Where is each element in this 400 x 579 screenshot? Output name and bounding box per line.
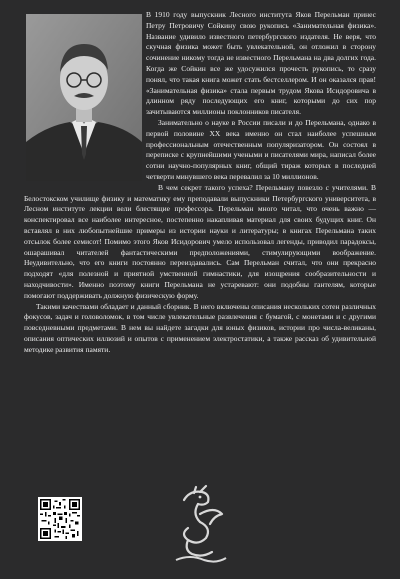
qr-code <box>38 497 82 541</box>
portrait-float-space <box>24 10 146 188</box>
paragraph-secret: В чем секрет такого успеха? Перельману повезло с учителями. В Белостокском училище физику и математику ему преподавали выпускники Петербургского университета, в Лесном институте лекции вели блестящие профессора. Перельман много читал, что очень важно — конспектировал все наиболее интересное, постепенно накапливая материал для своих будущих книг. Он вставлял в них любопытнейшие примеры из истории науки и литературы; в книгах Перельмана таких отсылок более семисот! Помимо этого Яков Исидорович умело использовал легенды, приводил парадоксы, ошарашивал читателей фантастическими предположениями, стимулирующими воображение. Неудивительно, что его книги постоянно переиздавались. Сам Перельман считал, что они прекрасно подходят «для полезной и приятной умственной гимнастики, для изощрения сообразительности и находчивости». Именно поэтому книги Перельмана не устаревают: они подобны гантелям, которые помогают поддерживать должную физическую форму. <box>24 182 376 300</box>
paragraph-popularizer: Занимательно о науке в России писали и до Перельмана, однако в первой половине XX века именно он стал наиболее успешным профессиональным отечественным популяризатором. Он состоял в переписке с крупнейшими учеными и писателями мира, написал более сотни научно-популярных книг, общий тираж которых в последней четверти минувшего века перевалил за 10 миллионов. <box>146 117 376 181</box>
qr-code-icon <box>40 499 80 539</box>
description-text <box>24 10 376 356</box>
publisher-logo <box>170 484 230 564</box>
paragraph-intro: В 1910 году выпускник Лесного института Яков Перельман принес Петру Петровичу Сойкину свою рукопись «Занимательная физика». Название удивило известного петербургского издателя. Не веря, что скучная физика может быть увлекательной, он отложил в сторону сочинение никому тогда не известного Перельмана на два долгих года. Когда же Сойкин все же удосужился прочесть рукопись, то сразу понял, что такая книга может стать бестселлером. И он оказался прав! «Занимательная физика» стала первым трудом Якова Исидоровича в длинном ряду последующих его книг, которыми до сих пор зачитываются миллионы поклонников писателя. <box>146 10 376 117</box>
dragon-logo-icon <box>170 484 230 564</box>
paragraph-collection: Такими качествами обладает и данный сборник. В него включены описания нескольких сотен различных фокусов, задач и головоломок, в том числе увлекательные развлечения с бумагой, с монетами и с другими повседневными предметами. В нем вы найдете загадки для юных физиков, истории про числа-великаны, описания оптических иллюзий и опытов с применением электростатики, а также рассказ об удивительной методике развития памяти. <box>24 301 376 354</box>
